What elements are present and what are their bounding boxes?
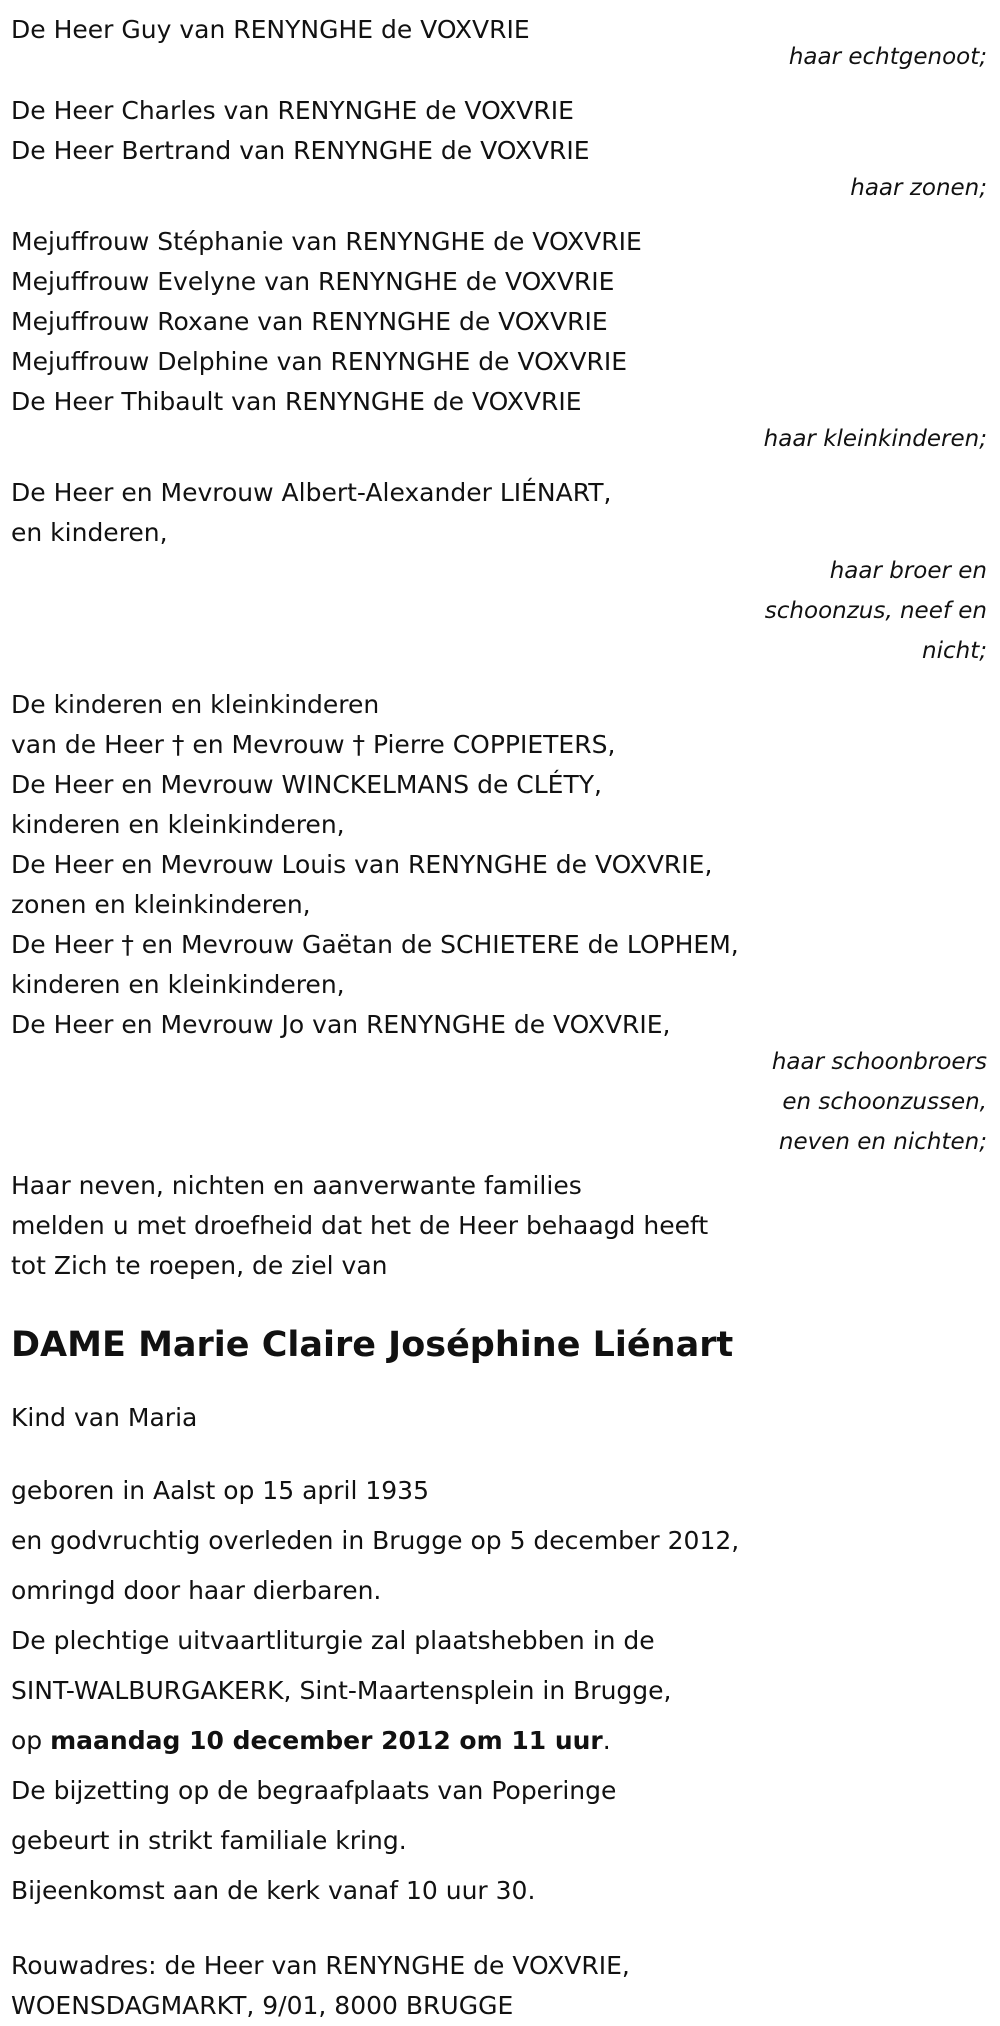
deceased-name: DAME Marie Claire Joséphine Liénart [11,1325,734,1365]
family-name-line: van de Heer † en Mevrouw † Pierre COPPIETERS, [11,730,616,759]
family-name-line: De Heer en Mevrouw WINCKELMANS de CLÉTY, [11,770,602,799]
family-group-inlaws [11,685,989,1162]
detail-line: De plechtige uitvaartliturgie zal plaatshebben in de [11,1626,655,1655]
family-name-line: De Heer Guy van RENYNGHE de VOXVRIE [11,15,530,44]
family-names [11,685,989,1045]
family-name-line: Mejuffrouw Delphine van RENYNGHE de VOXVRIE [11,347,628,376]
family-name-line: kinderen en kleinkinderen, [11,970,345,999]
announcement-line: Haar neven, nichten en aanverwante families [11,1171,582,1200]
deceased-subtitle: Kind van Maria [11,1403,198,1432]
announcement-line: tot Zich te roepen, de ziel van [11,1251,388,1280]
detail-line: SINT-WALBURGAKERK, Sint-Maartensplein in Brugge, [11,1676,672,1705]
family-group-brother [11,473,989,671]
relation-label [11,1042,989,1162]
family-name-line: De Heer en Mevrouw Albert-Alexander LIÉNART, [11,478,612,507]
family-names [11,222,989,422]
family-names [11,91,989,171]
family-name-line: De Heer † en Mevrouw Gaëtan de SCHIETERE de LOPHEM, [11,930,739,959]
relation-line: haar broer en [829,558,987,584]
address-line: WOENSDAGMARKT, 9/01, 8000 BRUGGE [11,1991,514,2020]
family-name-line: De kinderen en kleinkinderen [11,690,380,719]
family-name-line: Mejuffrouw Evelyne van RENYNGHE de VOXVRIE [11,267,615,296]
detail-line-ceremony [11,1716,989,1766]
family-name-line: Mejuffrouw Roxane van RENYNGHE de VOXVRIE [11,307,608,336]
mourning-address [11,1946,989,2026]
relation-line: haar zonen; [850,175,987,201]
family-name-line: en kinderen, [11,518,168,547]
address-line: Rouwadres: de Heer van RENYNGHE de VOXVRIE, [11,1951,630,1980]
detail-line: Bijeenkomst aan de kerk vanaf 10 uur 30. [11,1876,536,1905]
announcement-line: melden u met droefheid dat het de Heer behaagd heeft [11,1211,709,1240]
detail-line: De bijzetting op de begraafplaats van Poperinge [11,1776,617,1805]
family-group-sons [11,91,989,208]
family-name-line: Mejuffrouw Stéphanie van RENYNGHE de VOXVRIE [11,227,642,256]
family-group-husband [11,10,989,77]
family-name-line: zonen en kleinkinderen, [11,890,311,919]
family-group-grandchildren [11,222,989,459]
detail-line: en godvruchtig overleden in Brugge op 5 december 2012, [11,1526,740,1555]
relation-line: nicht; [922,638,987,664]
relation-label [11,419,989,459]
family-name-line: De Heer Charles van RENYNGHE de VOXVRIE [11,96,574,125]
ceremony-prefix: op [11,1726,51,1755]
relation-line: en schoonzussen, [782,1089,987,1115]
relation-label [11,551,989,671]
detail-line: omringd door haar dierbaren. [11,1576,382,1605]
relation-line: schoonzus, neef en [764,598,987,624]
detail-line: gebeurt in strikt familiale kring. [11,1826,407,1855]
ceremony-date: maandag 10 december 2012 om 11 uur [50,1726,603,1755]
family-name-line: De Heer en Mevrouw Louis van RENYNGHE de VOXVRIE, [11,850,713,879]
relation-label [11,168,989,208]
family-name-line: kinderen en kleinkinderen, [11,810,345,839]
announcement-text [11,1166,989,1286]
relation-line: haar echtgenoot; [788,44,987,70]
relation-line: haar schoonbroers [771,1049,987,1075]
ceremony-suffix: . [602,1726,611,1755]
relation-line: neven en nichten; [778,1129,987,1155]
relation-line: haar kleinkinderen; [763,426,987,452]
family-name-line: De Heer Thibault van RENYNGHE de VOXVRIE [11,387,582,416]
detail-line: geboren in Aalst op 15 april 1935 [11,1476,429,1505]
family-name-line: De Heer Bertrand van RENYNGHE de VOXVRIE [11,136,590,165]
family-name-line: De Heer en Mevrouw Jo van RENYNGHE de VOXVRIE, [11,1010,671,1039]
funeral-details [11,1466,989,1916]
family-names [11,473,989,553]
